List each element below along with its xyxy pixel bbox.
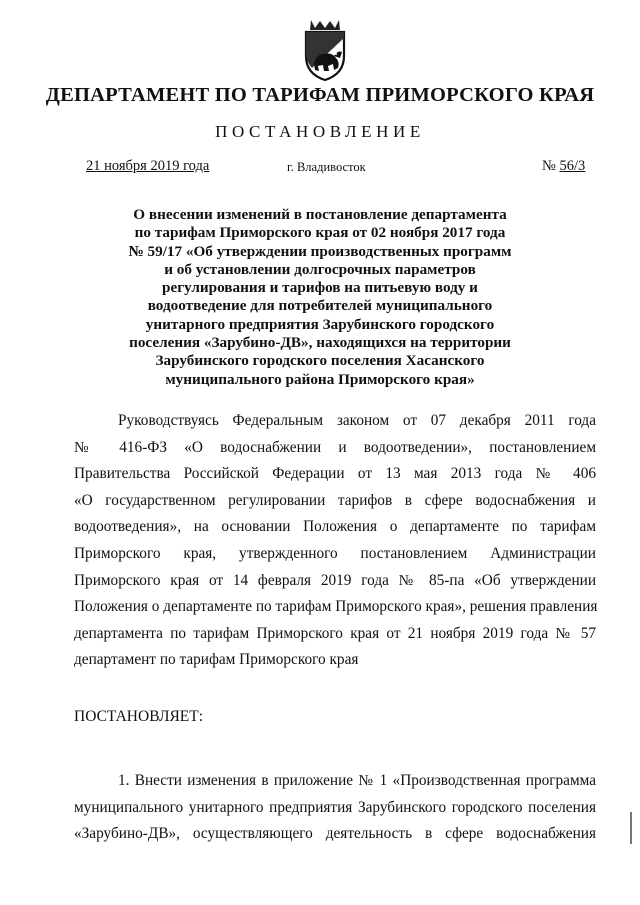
paragraph-line: «Зарубино-ДВ», осуществляющего деятельность в сфере водоснабжения [74,825,596,843]
title-line: по тарифам Приморского края от 02 ноября 2017 года [134,224,506,242]
title-line: унитарного предприятия Зарубинского городского [145,315,495,333]
document-city: г. Владивосток [287,160,366,174]
document-number-value: 56/3 [559,158,586,174]
department-heading: ДЕПАРТАМЕНТ ПО ТАРИФАМ ПРИМОРСКОГО КРАЯ [45,84,595,106]
paragraph-line: 1. Внести изменения в приложение № 1 «Производственная программа [118,772,596,789]
title-line: и об установлении долгосрочных параметров [164,260,476,278]
scan-edge-mark [630,812,632,844]
item-1-paragraph [74,768,596,848]
paragraph-line: № 416-ФЗ «О водоснабжении и водоотведении», постановлением [74,438,596,456]
paragraph-line: Правительства Российской Федерации от 13 мая 2013 года № 406 [74,465,596,483]
paragraph-line: водоотведения», на основании Положения о департаменте по тарифам [74,518,596,536]
title-line: поселения «Зарубино-ДВ», находящихся на территории [129,334,511,352]
document-number [542,158,585,175]
paragraph-line: «О государственном регулировании тарифов в сфере водоснабжения и [74,491,596,509]
paragraph-line: Руководствуясь Федеральным законом от 07 декабря 2011 года [118,412,596,429]
title-line: Зарубинского городского поселения Хасанского [155,352,485,370]
paragraph-line: Приморского края, утвержденного постановлением Администрации [74,544,596,562]
title-line: муниципального района Приморского края» [165,370,475,388]
paragraph-line: Приморского края от 14 февраля 2019 года № 85-па «Об утверждении [74,571,596,589]
title-line: № 59/17 «Об утверждении производственных программ [128,242,512,260]
document-date: 21 ноября 2019 года [86,158,210,174]
paragraph-line: департамент по тарифам Приморского края [74,651,359,669]
paragraph-line: Положения о департаменте по тарифам Приморского края», решения правления [74,598,598,616]
document-title [100,206,540,389]
preamble-paragraph [74,408,596,674]
title-line: водоотведение для потребителей муниципального [147,297,493,315]
paragraph-line: департамента по тарифам Приморского края от 21 ноября 2019 года № 57 [74,624,596,642]
coat-of-arms-icon [298,16,352,82]
document-type-heading: ПОСТАНОВЛЕНИЕ [215,122,425,141]
document-number-prefix: № [542,158,556,174]
paragraph-line: муниципального унитарного предприятия Зарубинского городского поселения [74,798,596,816]
title-line: О внесении изменений в постановление департамента [133,206,507,223]
resolve-heading: ПОСТАНОВЛЯЕТ: [74,708,204,725]
title-line: регулирования и тарифов на питьевую воду и [162,279,478,297]
